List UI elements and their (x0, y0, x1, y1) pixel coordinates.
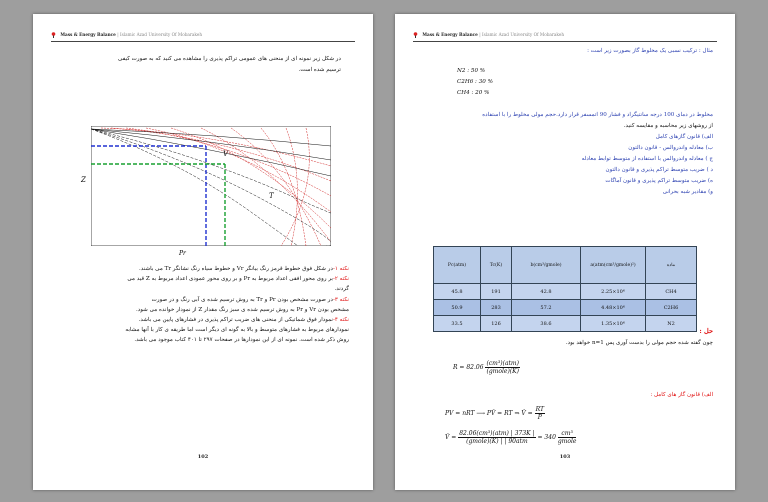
table-cell: 38.6 (511, 316, 580, 332)
right-page-header: Mass & Energy Balance | Islamic Azad University Of Mobarakeh (413, 32, 564, 38)
table-cell: CH4 (646, 284, 697, 300)
header-subtitle: Islamic Azad University Of Mobarakeh (481, 32, 565, 37)
note-line: نکته ۴-نمودار فوق شماتیکی از منحنی های ضریب تراکم پذیری در فشارهای پایین می باشد. (138, 317, 349, 324)
table-cell: C2H6 (646, 300, 697, 316)
option-item: ه) ضریب متوسط تراکم پذیری و قانون آماگات (605, 178, 713, 184)
header-rule (51, 41, 355, 42)
note-line: نکته ۲-بر روی محور افقی اعداد مربوط به Pr و بر روی محور عمودی اعداد مربوط به Z قید می (127, 276, 349, 283)
option-item: ج ) معادله واندروالس با استفاده از متوسط توابط معادله (581, 156, 713, 162)
table-header: Pc(atm) (434, 247, 481, 284)
r-constant-equation (453, 360, 520, 375)
table-cell: 50.9 (434, 300, 481, 316)
notes-block (57, 264, 349, 346)
table-header-row (434, 247, 697, 284)
tr-curve (91, 129, 331, 176)
header-rule (413, 41, 717, 42)
left-page-header: Mass & Energy Balance | Islamic Azad University Of Mobarakeh (51, 32, 202, 38)
ideal-gas-denominator: P (537, 414, 542, 421)
right-page (395, 14, 735, 490)
note-line: روش ذکر شده است. نمونه ای از این نمودارها در صفحات ۲۹۷ تا ۴۰۱ کتاب موجود می باشد. (134, 337, 349, 344)
unit-denominator: gmole (557, 438, 577, 445)
note-line: نکته ۱-در شکل فوق خطوط قرمز رنگ بیانگر Vr و خطوط سیاه رنگ نشانگر Tr می باشند. (139, 266, 349, 272)
ideal-gas-lhs: PV = nRT ⟶ PV̂ = RT ⇒ V̂ = (445, 410, 533, 417)
note-line: نمودارهای مربوط به فشارهای متوسط و بالا به گونه ای دیگر است اما طریقه ی کار با آنها مشابه (125, 327, 349, 334)
note-line: نکته ۳-در صورت مشخص بودن Pr و Tr به روش ترسیم شده ی آبی رنگ و در صورت (151, 296, 349, 303)
r-fraction (485, 360, 520, 375)
ideal-gas-fraction (535, 406, 545, 421)
intro-line: ترسیم شده است. (298, 66, 341, 73)
table-header: a(atm(cm³/gmole)²) (581, 247, 646, 284)
composition-item: CH4 : 20 % (457, 90, 490, 96)
vr-curve (231, 128, 321, 246)
table-header: b(cm³/gmole) (511, 247, 580, 284)
question-line: از روشهای زیر محاسبه و مقایسه کنید. (623, 123, 713, 129)
calc-result: = 340 (537, 434, 556, 441)
r-numerator: (cm³)(atm) (486, 360, 519, 367)
table-row (434, 300, 697, 316)
calc-numerator: 82.06(cm³)(atm) | 373K | (459, 430, 535, 437)
solution-text: چون گفته شده حجم مولی را بدست آوری پس n=1 خواهد بود. (565, 340, 713, 346)
page-number: 103 (559, 454, 571, 460)
header-title: Mass & Energy Balance (422, 32, 478, 37)
intro-paragraph (61, 54, 341, 75)
green-reading-lines (91, 164, 225, 246)
solution-title: حل : (699, 327, 713, 335)
table-cell: 1.35×10⁶ (581, 316, 646, 332)
composition-list (457, 66, 577, 99)
university-logo-icon (51, 32, 56, 38)
table-cell: 42.8 (511, 284, 580, 300)
table-header: Tc(K) (481, 247, 512, 284)
table-cell: 2.25×10⁶ (581, 284, 646, 300)
curve-label-t: T (269, 192, 274, 200)
option-item: و) مقادیر شبه بحرانی (662, 189, 713, 195)
calc-fraction (458, 430, 535, 445)
option-item: ب) معادله واندروالس - قانون دالتون (628, 145, 713, 151)
x-axis-label: Pr (179, 250, 186, 257)
table-row (434, 284, 697, 300)
example-title: مثال : ترکیب نسبی یک مخلوط گاز بصورت زیر است : (587, 48, 713, 54)
vr-curve (146, 128, 331, 212)
vr-curve (201, 128, 331, 242)
calc-denominator: (gmole)(K) | | 90atm (466, 438, 528, 445)
header-subtitle: Islamic Azad University Of Mobarakeh (119, 32, 203, 37)
calc-unit (558, 430, 577, 445)
r-denominator: (gmole)(K) (486, 368, 519, 375)
ideal-gas-equation (445, 406, 545, 421)
note-line: گردند. (334, 286, 349, 293)
left-page (33, 14, 373, 490)
composition-item: C2H6 : 30 % (457, 79, 493, 85)
table-cell: 57.2 (511, 300, 580, 316)
question-block (421, 110, 713, 198)
note-line: مشخص بودن Vr و Pr به روش ترسیم شده ی سبز رنگ مقدار Z از نمودار خوانده می شود. (135, 306, 349, 313)
calc-lhs: V̂ = (445, 434, 457, 441)
table-cell: 191 (481, 284, 512, 300)
curve-label-v: V (223, 150, 229, 158)
blue-reading-lines (91, 146, 206, 246)
table-cell: 126 (481, 316, 512, 332)
volume-calculation (445, 430, 576, 445)
table-cell: N2 (646, 316, 697, 332)
option-item: الف) قانون گازهای کامل (655, 134, 713, 140)
table-cell: 45.8 (434, 284, 481, 300)
vr-curve (281, 128, 309, 246)
properties-table (433, 246, 697, 332)
table-header: ماده (646, 247, 697, 284)
tr-curve (91, 129, 331, 160)
question-line: مخلوط در دمای 100 درجه سانتیگراد و فشار 90 اتمسفر قرار دارد.حجم مولی مخلوط را با استفاده (482, 112, 713, 118)
vr-curve (171, 128, 331, 228)
university-logo-icon (413, 32, 418, 38)
compressibility-chart (91, 126, 331, 246)
table-cell: 4.48×10⁶ (581, 300, 646, 316)
header-title: Mass & Energy Balance (60, 32, 116, 37)
ideal-gas-numerator: RT (535, 406, 544, 413)
intro-line: در شکل زیر نمونه ای از منحنی های عمومی تراکم پذیری را مشاهده می کنید که به صورت کیفی (118, 56, 341, 62)
table-cell: 33.5 (434, 316, 481, 332)
vr-curve (286, 128, 297, 246)
unit-numerator: cm³ (558, 430, 577, 438)
part-a-title: الف) قانون گاز های کامل : (650, 392, 713, 398)
option-item: د ) ضریب متوسط تراکم پذیری و قانون دالتون (605, 167, 713, 173)
page-number: 102 (197, 454, 209, 460)
table-cell: 283 (481, 300, 512, 316)
y-axis-label: Z (81, 176, 86, 184)
r-lhs: R = 82.06 (453, 364, 484, 371)
vr-curve (126, 128, 331, 196)
composition-item: N2 : 50 % (457, 68, 486, 74)
